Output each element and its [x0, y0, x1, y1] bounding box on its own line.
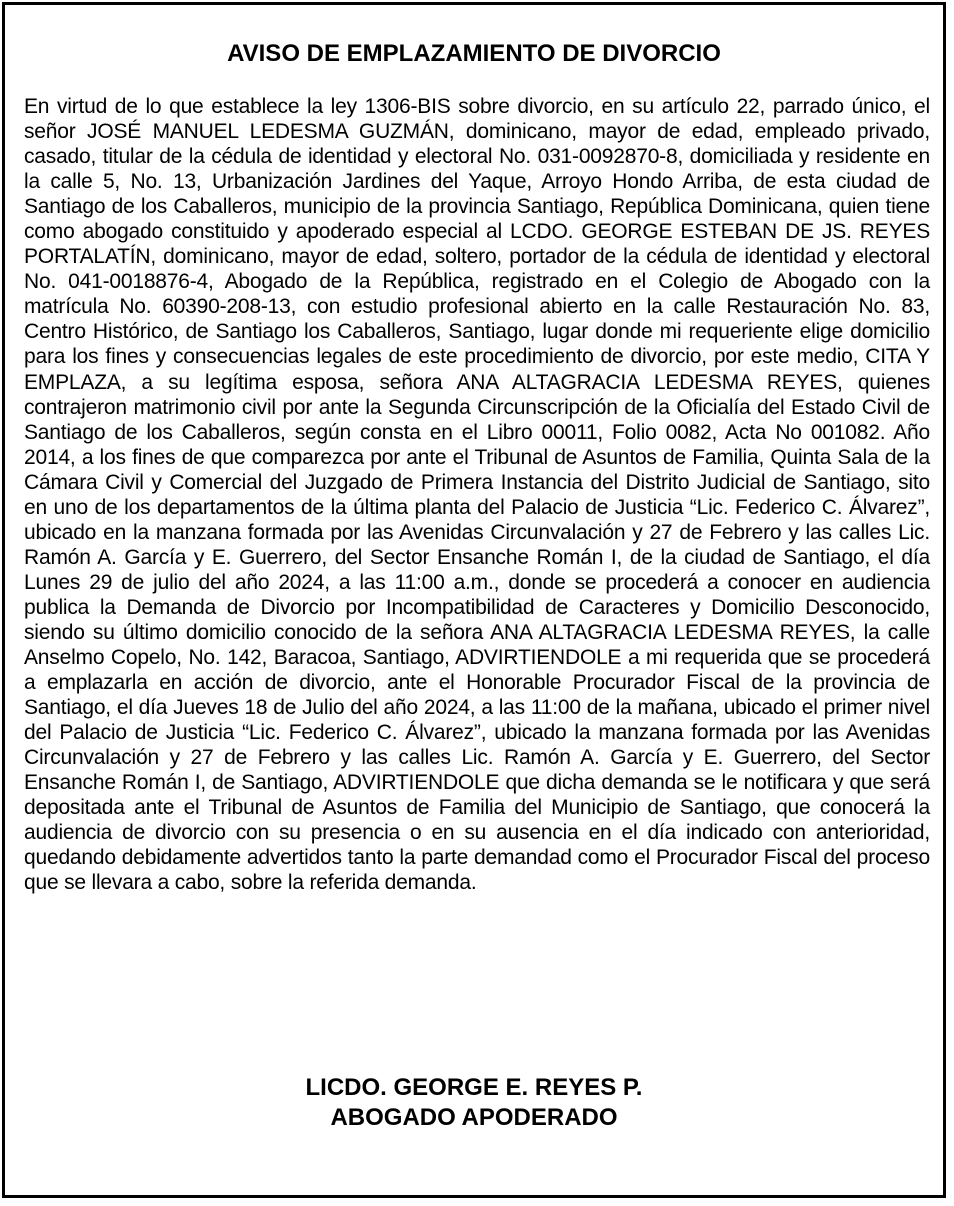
signature-block	[5, 1073, 943, 1133]
signature-name: LICDO. GEORGE E. REYES P.	[305, 1074, 643, 1101]
legal-notice-frame	[2, 2, 946, 1198]
notice-body: En virtud de lo que establece la ley 1306-BIS sobre divorcio, en su artículo 22, parrado único, el señor JOSÉ MANUEL LEDESMA GUZMÁN, dominicano, mayor de edad, empleado privado, casado, titular de la cédula de identidad y electoral No. 031-0092870-8, domiciliada y residente en la calle 5, No. 13, Urbanización Jardines del Yaque, Arroyo Hondo Arriba, de esta ciudad de Santiago de los Caballeros, municipio de la provincia Santiago, República Dominicana, quien tiene como abogado constituido y apoderado especial al LCDO. GEORGE ESTEBAN DE JS. REYES PORTALATÍN, dominicano, mayor de edad, soltero, portador de la cédula de identidad y electoral No. 041-0018876-4, Abogado de la República, registrado en el Colegio de Abogado con la matrícula No. 60390-208-13, con estudio profesional abierto en la calle Restauración No. 83, Centro Histórico, de Santiago los Caballeros, Santiago, lugar donde mi requeriente elige domicilio para los fines y consecuencias legales de este procedimiento de divorcio, por este medio, CITA Y EMPLAZA, a su legítima esposa, señora ANA ALTAGRACIA LEDESMA REYES, quienes contrajeron matrimonio civil por ante la Segunda Circunscripción de la Oficialía del Estado Civil de Santiago de los Caballeros, según consta en el Libro 00011, Folio 0082, Acta No 001082. Año 2014, a los fines de que comparezca por ante el Tribunal de Asuntos de Familia, Quinta Sala de la Cámara Civil y Comercial del Juzgado de Primera Instancia del Distrito Judicial de Santiago, sito en uno de los departamentos de la última planta del Palacio de Justicia “Lic. Federico C. Álvarez”, ubicado en la manzana formada por las Avenidas Circunvalación y 27 de Febrero y las calles Lic. Ramón A. García y E. Guerrero, del Sector Ensanche Román I, de la ciudad de Santiago, el día Lunes 29 de julio del año 2024, a las 11:00 a.m., donde se procederá a conocer en audiencia publica la Demanda de Divorcio por Incompatibilidad de Caracteres y Domicilio Desconocido, siendo su último domicilio conocido de la señora ANA ALTAGRACIA LEDESMA REYES, la calle Anselmo Copelo, No. 142, Baracoa, Santiago, ADVIRTIENDOLE a mi requerida que se procederá a emplazarla en acción de divorcio, ante el Honorable Procurador Fiscal de la provincia de Santiago, el día Jueves 18 de Julio del año 2024, a las 11:00 de la mañana, ubicado el primer nivel del Palacio de Justicia “Lic. Federico C. Álvarez”, ubicado la manzana formada por las Avenidas Circunvalación y 27 de Febrero y las calles Lic. Ramón A. García y E. Guerrero, del Sector Ensanche Román I, de Santiago, ADVIRTIENDOLE que dicha demanda se le notificara y que será depositada ante el Tribunal de Asuntos de Familia del Municipio de Santiago, que conocerá la audiencia de divorcio con su presencia o en su ausencia en el día indicado con anterioridad, quedando debidamente advertidos tanto la parte demandad como el Procurador Fiscal del proceso que se llevara a cabo, sobre la referida demanda.	[24, 95, 930, 895]
notice-title: AVISO DE EMPLAZAMIENTO DE DIVORCIO	[227, 40, 721, 67]
signature-role: ABOGADO APODERADO	[330, 1104, 618, 1131]
